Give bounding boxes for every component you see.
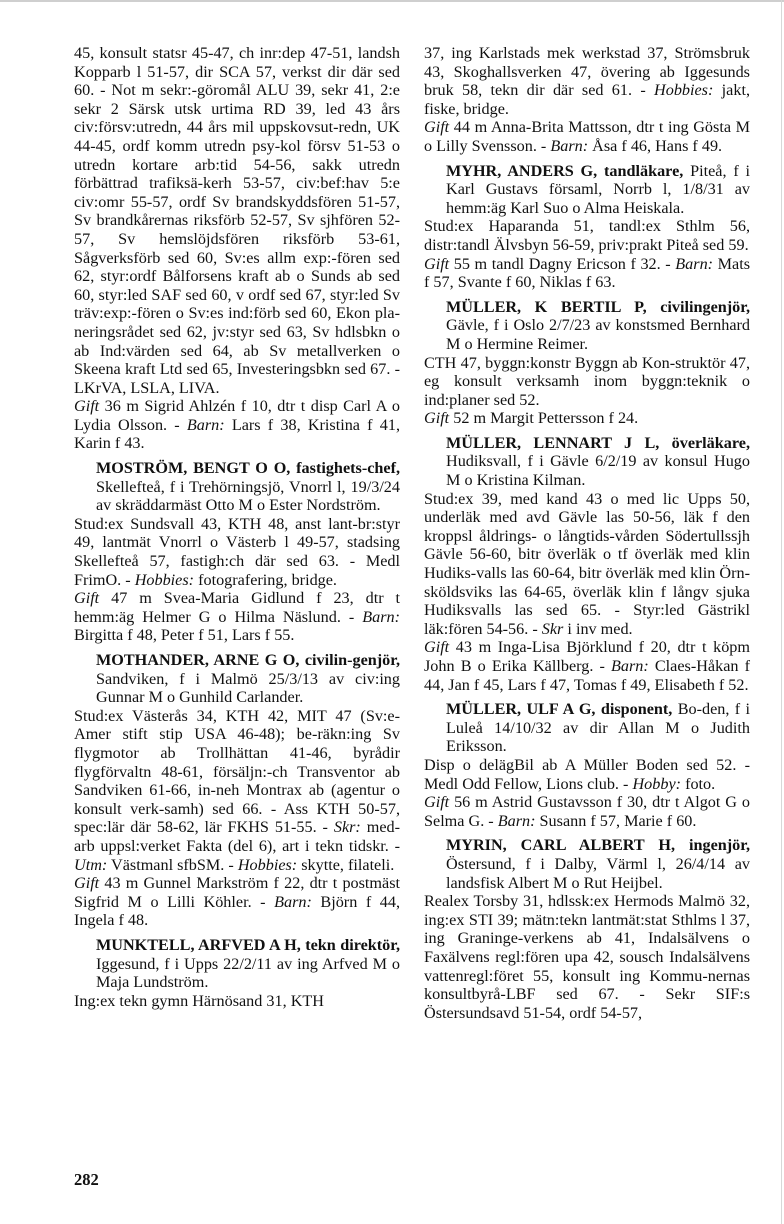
entry-name: MYRIN, CARL ALBERT H, [446,836,676,855]
barn-label: Barn: [362,607,400,626]
entry-muller-bertil [424,298,750,428]
entry-text: 45, konsult statsr 45-47, ch inr:dep 47-51, landsh Kopparb l 51-57, dir SCA 57, verkst dir där sed 60. - Not m sekr:-göromål ALU 39, sekr 41, 2:e sekr 2 Särsk utsk urtima RD 39, led 43 års civ:försv:utredn, 44 års mil uppskovsut-redn, UK 44-45, ordf komm utredn psy-kol försv 51-53 o utredn kortare arb:tid 54-56, sakk utredn förbättrad trafiksä-kerh 53-57, civ:bef:hav 5:e civ:omr 55-57, ordf Sv brandskyddsfören 51-57, Sv brandkårernas riksförb 52-57, Sv sjhfören 52-57, Sv hemslöjdsfören riksförb 53-61, Sågverksförb sed 60, Sv:es allm exp:-fören sed 62, styr:ordf Bålforsens kraft ab o Sunds ab sed 60, styr:led SAF sed 60, v ordf sed 67, styr:led Sv träv:exp:-fören o Sv:es ind:förb sed 60, Ekon pla-neringsrådet sed 62, jv:styr sed 63, Sv hdlsbkn o ab Ind:värden sed 64, ab Sv metallverken o Skeena kraft Ltd sed 65, Investeringsbkn sed 67. - LKrVA, LSLA, LIVA. [74,44,400,397]
entry-title: tekn direktör, [305,935,400,954]
entry-muller-lennart [424,434,750,694]
career-text: Stud:ex 39, med kand 43 o med lic Upps 50, underläk med avd Gävle las 50-56, läk f den kroppsl åldrings- o långtids-vården Södertullssjh Gävle 56-60, bitr överläk o tf överläk med klin Hudiks-valls las 60-64, bitr överläk med klin Örn-sköldsviks las 64-65, överläk klin f långv sjuka Hudiksvalls las sed 65. - Styr:led Gästrikl läk:fören 54-56. - [424,489,750,638]
entry-text [74,707,400,874]
utm-label: Utm: [74,855,108,874]
utm-text: Västmanl sfbSM. - [107,855,238,874]
barn-text: Susann f 57, Marie f 60. [535,811,697,830]
gift-text: 43 m Gunnel Markström f 22, dtr t postmäst Sigfrid M o Lilli Köhler. - [74,874,400,911]
entry-name: MUNKTELL, ARFVED A H, [96,935,301,954]
hobby-label: Hobbies: [134,570,195,589]
entry-title: civilin-genjör, [304,651,400,669]
career-text: Disp o delägBil ab A Müller Boden sed 52. - Medl Odd Fellow, Lions club. - [424,755,750,793]
hobby-label: Hobbies: [237,855,298,874]
gift-label: Gift [424,118,450,137]
entry-name: MÜLLER, ULF A G, [446,700,596,719]
skr-text: med-arb uppsl:verket Fakta (del 6), art i tekn tidskr. - [74,818,400,855]
hobby-label: Hobby: [632,774,682,793]
barn-label: Barn: [274,892,312,911]
gift-label: Gift [74,589,100,608]
barn-text: Lars f 38, Kristina f 41, Karin f 43. [74,415,400,453]
entry-title: civilingenjör, [660,297,750,316]
gift-text: 52 m Margit Pettersson f 24. [449,409,639,428]
entry-family [74,874,400,930]
barn-text: Birgitta f 48, Peter f 51, Lars f 55. [74,626,295,645]
entry-muller-ulf [424,700,750,830]
entry-mothander [74,651,400,930]
entry-heading [74,459,400,515]
entry-intro: Gävle, f i Oslo 2/7/23 av konstsmed Bernhard M o Hermine Reimer. [446,316,750,353]
barn-label: Barn: [675,254,714,273]
entry-text: CTH 47, byggn:konstr Byggn ab Kon-struktör 47, eg konsult verksamh inom byggn:teknik o ind:planer sed 52. [424,353,750,409]
entry-myrin [424,836,750,1022]
entry-name: MOTHANDER, ARNE G O, [96,651,300,669]
barn-label: Barn: [497,811,536,830]
entry-name: MÜLLER, LENNART J L, [446,433,660,452]
barn-label: Barn: [550,136,589,155]
gift-label: Gift [424,638,450,657]
entry-heading [74,936,400,992]
entry-name: MOSTRÖM, BENGT O O, [96,459,291,478]
barn-label: Barn: [611,657,649,675]
gift-label: Gift [424,254,450,273]
right-column [424,44,750,1028]
gift-label: Gift [74,874,100,893]
page-number: 282 [74,1170,99,1189]
entry-text [424,490,750,639]
entry-title: överläkare, [671,433,750,452]
barn-label: Barn: [186,415,225,434]
top-edge [0,0,784,2]
entry-intro: Östersund, f i Dalby, Värml l, 26/4/14 av landsfisk Albert M o Rut Heijbel. [446,854,750,892]
entry-intro: Sandviken, f i Malmö 25/3/13 av civ:ing Gunnar M o Gunhild Carlander. [96,669,400,707]
entry-text [424,756,750,793]
gift-text: 44 m Anna-Brita Mattsson, dtr t ing Gösta M o Lilly Svensson. - [424,118,750,155]
left-column [74,44,400,1016]
entry-title: ingenjör, [688,836,750,855]
barn-text: Claes-Håkan f 44, Jan f 45, Lars f 47, Tomas f 49, Elisabeth f 52. [424,657,750,694]
hobby-text: jakt, fiske, bridge. [424,81,750,118]
entry-family [424,793,750,830]
entry-name: MÜLLER, K BERTIL P, [446,297,647,316]
entry-intro: Skellefteå, f i Trehörningsjö, Vnorrl l, 19/3/24 av skräddarmäst Otto M o Ester Nordström. [96,477,400,515]
entry-heading [424,298,750,354]
right-edge [781,0,782,1224]
gift-text: 55 m tandl Dagny Ericson f 32. - [449,254,676,273]
barn-text: Åsa f 46, Hans f 49. [588,136,723,155]
entry-heading [424,162,750,218]
gift-label: Gift [424,793,450,812]
gift-text: 43 m Inga-Lisa Björklund f 20, dtr t köpm John B o Erika Källberg. - [424,638,750,675]
entry-family [424,255,750,292]
career-text: 37, ing Karlstads mek werkstad 37, Strömsbruk 43, Skoghallsverken 47, övering ab Iggesunds bruk 58, tekn dir där sed 61. - [424,44,750,100]
hobby-text: fotografering, bridge. [194,570,337,589]
career-text: Stud:ex Västerås 34, KTH 42, MIT 47 (Sv:e-Amer stift stip USA 46-48); be-räkn:ing Sv flygmotor ab Trollhättan 41-46, byrådir flygförvaltn 48-61, försäljn:-ch Transventor ab Sandviken 61-66, in-neh Montrax ab (agentur o konsult verk-samh) sed 66. - Ass KTH 50-57, spec:lär där 58-62, lär FKHS 51-55. - [74,706,400,837]
entry-title: fastighets-chef, [296,459,401,478]
entry-heading [424,836,750,892]
entry-continued [74,44,400,453]
entry-heading [424,434,750,490]
career-text: Stud:ex Sundsvall 43, KTH 48, anst lant-br:styr 49, lantmät Vnorrl o Västerb l 49-57, stadsing Skellefteå 57, fastigh:ch där sed 63. - Medl FrimO. - [74,514,400,589]
entry-text [424,44,750,118]
entry-family [424,409,750,428]
barn-text: Mats f 57, Svante f 60, Niklas f 63. [424,254,751,292]
entry-text: Realex Torsby 31, hdlssk:ex Hermods Malmö 32, ing:ex STI 39; mätn:tekn lantmät:stat Sthlms l 37, ing Graninge-verkens ab 41, Indalsälvens o Faxälvens regl:fören upa 42, sousch Indalsälvens vattenregl:föret 55, konsult ing Kommu-nernas konsultbyrå-LBF sed 67. - Sekr SIF:s Östersundsavd 51-54, ordf 54-57, [424,892,750,1022]
entry-text: Stud:ex Haparanda 51, tandl:ex Sthlm 56, distr:tandl Älvsbyn 56-59, priv:prakt Piteå sed 59. [424,217,750,254]
entry-family [74,397,400,453]
entry-heading [424,700,750,756]
gift-text: 36 m Sigrid Ahlzén f 10, dtr t disp Carl A o Lydia Olsson. - [74,397,400,434]
hobby-text: skytte, filateli. [297,855,395,874]
entry-intro: Iggesund, f i Upps 22/2/11 av ing Arfved M o Maja Lundström. [96,954,400,992]
gift-text: 47 m Svea-Maria Gidlund f 23, dtr t hemm:äg Helmer G o Hilma Näslund. - [74,589,400,626]
entry-intro: Hudiksvall, f i Gävle 6/2/19 av konsul Hugo M o Kristina Kilman. [446,452,750,490]
gift-label: Gift [74,397,100,416]
gift-text: 56 m Astrid Gustavsson f 30, dtr t Algot G o Selma G. - [424,793,750,830]
entry-heading [74,651,400,707]
entry-text: Ing:ex tekn gymn Härnösand 31, KTH [74,991,324,1010]
entry-name: MYHR, ANDERS G, [446,161,598,180]
hobby-label: Hobbies: [654,81,714,100]
entry-title: tandläkare, [604,161,684,180]
gift-label: Gift [424,409,450,428]
entry-family [74,589,400,645]
hobby-text: foto. [681,774,716,793]
entry-text [74,515,400,589]
entry-intro: Piteå, f i Karl Gustavs församl, Norrb l, 1/8/31 av hemm:äg Karl Suo o Alma Heiskala. [446,161,750,217]
entry-title: disponent, [600,700,673,719]
entry-family [424,118,750,155]
skr-text: i inv med. [563,619,633,638]
entry-family [424,638,750,694]
skr-label: Skr [541,619,564,638]
skr-label: Skr: [333,818,361,837]
entry-intro: Bo-den, f i Luleå 14/10/32 av dir Allan M o Judith Eriksson. [446,700,750,756]
entry-munktell-continued [424,44,750,156]
entry-mostrom [74,459,400,645]
entry-munktell [74,936,400,1010]
barn-text: Björn f 44, Ingela f 48. [74,892,401,930]
entry-myhr [424,162,750,292]
